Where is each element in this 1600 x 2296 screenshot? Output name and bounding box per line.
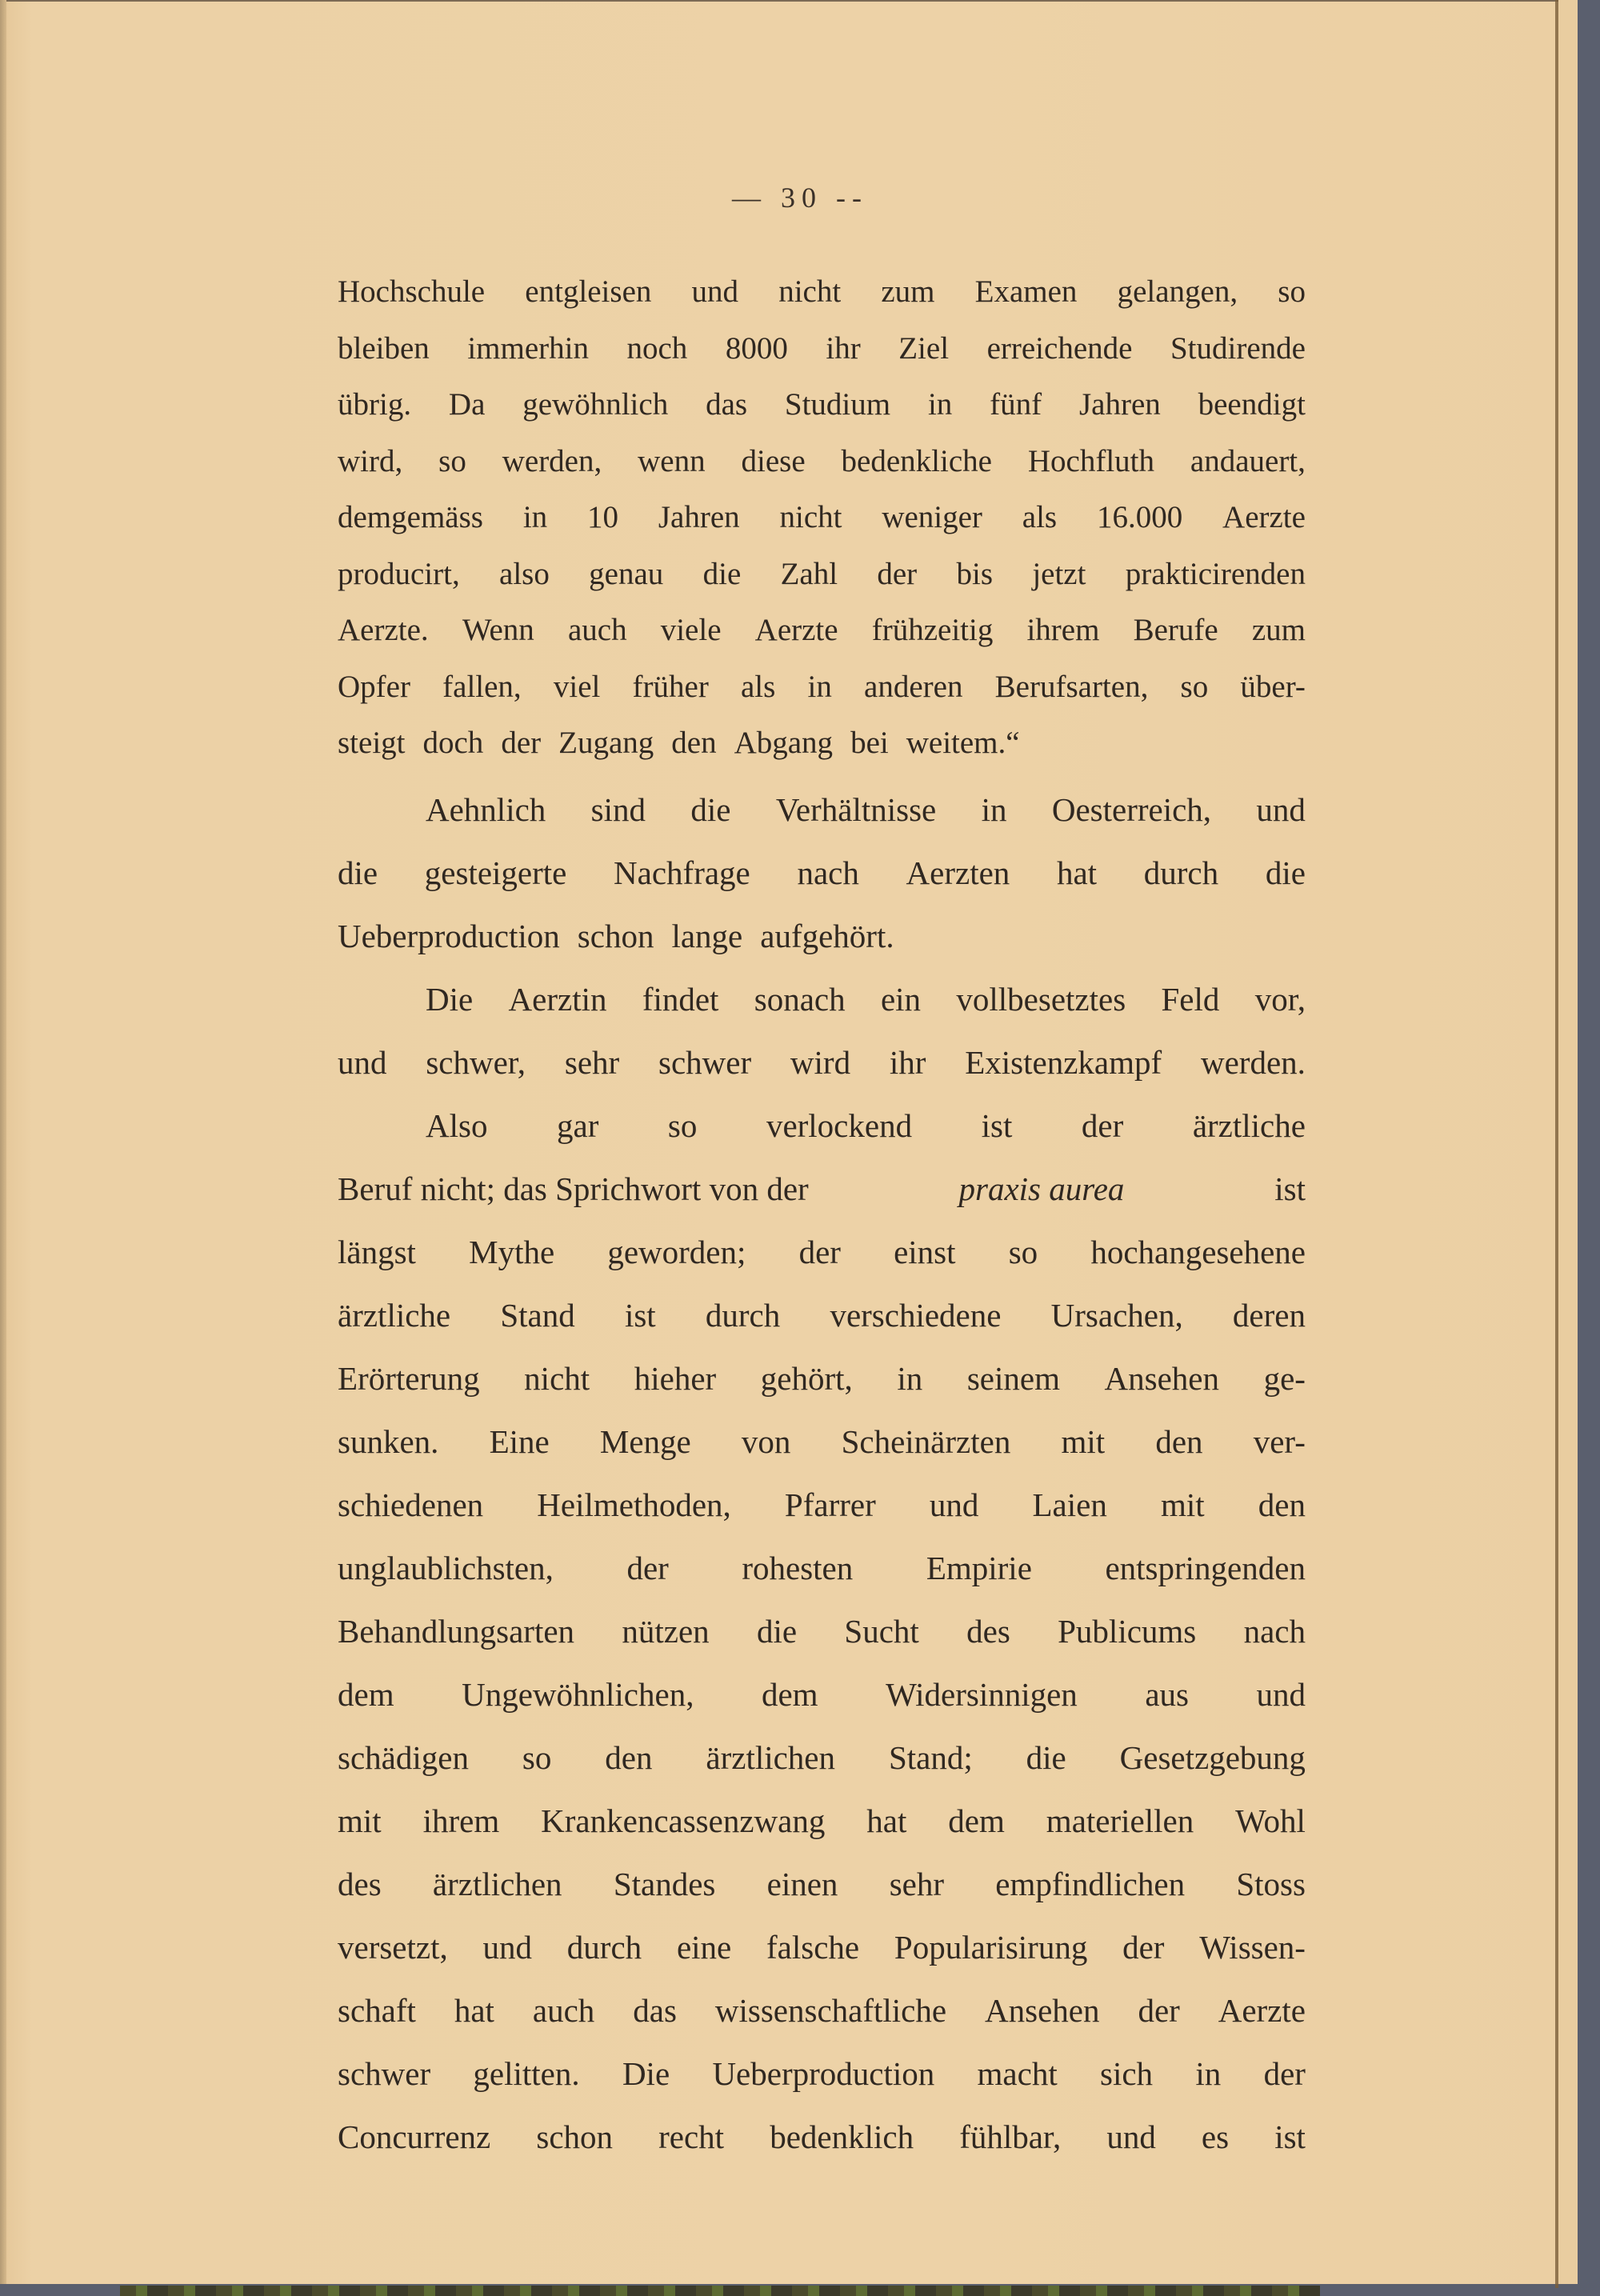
word: weniger	[882, 500, 982, 534]
word: ist	[981, 1106, 1013, 1144]
text-line	[338, 905, 1306, 968]
word: Aehnlich	[426, 790, 546, 828]
word: demgemäss	[338, 500, 483, 534]
word: Eine	[489, 1422, 550, 1460]
word: verlockend	[766, 1106, 913, 1144]
word: der	[877, 556, 918, 591]
word: so	[1008, 1233, 1038, 1270]
word: ärztlichen	[432, 1865, 562, 1902]
word: bedenkliche	[841, 443, 992, 478]
word: geworden;	[607, 1233, 746, 1270]
word: Oesterreich,	[1051, 790, 1212, 828]
word: sich	[1100, 2054, 1154, 2092]
word: als	[741, 669, 776, 704]
scan-background-strip	[120, 2286, 1320, 2296]
word: empfindlichen	[995, 1865, 1186, 1902]
word: Widersinnigen	[886, 1675, 1078, 1713]
word: es	[1201, 2118, 1230, 2155]
word: Jahren	[1078, 387, 1161, 422]
word: schon	[536, 2118, 614, 2155]
word: Hochschule	[338, 274, 486, 309]
word: wird,	[338, 443, 403, 478]
word: Concurrenz	[338, 2118, 491, 2155]
text-line	[338, 1347, 1306, 1410]
word: Ueberproduction	[338, 917, 560, 954]
word: Behandlungsarten	[338, 1612, 575, 1650]
word: wissenschaftliche	[714, 1991, 947, 2029]
text-line	[338, 377, 1306, 434]
word: aufgehört.	[760, 917, 894, 954]
word: in	[927, 387, 953, 422]
word: dem	[761, 1675, 818, 1713]
word: den	[671, 726, 717, 760]
word: hat	[1056, 854, 1098, 891]
word: Stoss	[1236, 1865, 1306, 1902]
word: viel	[553, 669, 601, 704]
text-line	[338, 778, 1306, 842]
word: schwer	[658, 1043, 752, 1081]
word: schiedenen	[338, 1486, 484, 1523]
word: als	[1022, 500, 1058, 534]
word: ihrem	[422, 1802, 500, 1839]
word: also	[499, 556, 550, 591]
word: Die	[426, 980, 474, 1018]
word: und	[1256, 790, 1306, 828]
text-line	[338, 434, 1306, 490]
word: 10	[587, 500, 618, 534]
word: die	[702, 556, 742, 591]
word: Berufe	[1133, 613, 1218, 647]
text-line	[338, 602, 1306, 659]
word: der	[1138, 1991, 1180, 2029]
word: Laien	[1032, 1486, 1107, 1523]
word: versetzt,	[338, 1928, 448, 1966]
word: beendigt	[1198, 387, 1306, 422]
word: fallen,	[442, 669, 522, 704]
paragraph-2	[338, 778, 1306, 968]
word: findet	[642, 980, 719, 1018]
next-page-sliver	[1558, 0, 1578, 2284]
word: der	[798, 1233, 841, 1270]
text-line	[338, 1031, 1306, 1094]
word: Stand;	[888, 1738, 973, 1776]
word: durch	[566, 1928, 642, 1966]
page-binding-edge	[0, 0, 6, 2284]
word: ist	[1274, 2118, 1306, 2155]
word: Heilmethoden,	[537, 1486, 731, 1523]
word: Aerzte.	[338, 613, 429, 647]
word: vollbesetztes	[956, 980, 1126, 1018]
paragraph-3	[338, 968, 1306, 1094]
word: wenn	[638, 443, 706, 478]
word: so	[438, 443, 466, 478]
word: ihr	[826, 330, 861, 366]
word: ver-	[1253, 1422, 1306, 1460]
word: bedenklich	[770, 2118, 914, 2155]
word: über-	[1240, 669, 1306, 704]
word: Existenzkampf	[965, 1043, 1162, 1081]
word: viele	[660, 613, 722, 647]
word: die	[338, 854, 378, 891]
word: jetzt	[1032, 556, 1086, 591]
text-line	[338, 1284, 1306, 1347]
paragraph-1	[338, 264, 1306, 772]
word: nicht	[778, 274, 842, 309]
word: schwer	[338, 2054, 431, 2092]
text-segment: Beruf nicht; das Sprichwort von der	[338, 1170, 809, 1207]
word: seinem	[966, 1359, 1060, 1397]
word: ihr	[889, 1043, 926, 1081]
word: Gesetzgebung	[1119, 1738, 1306, 1776]
word: anderen	[864, 669, 963, 704]
word: materiellen	[1046, 1802, 1194, 1839]
text-line	[338, 1600, 1306, 1663]
word: sunken.	[338, 1422, 439, 1460]
body-text	[338, 264, 1306, 2169]
word: den	[1155, 1422, 1203, 1460]
word: bis	[956, 556, 993, 591]
word: sind	[590, 790, 646, 828]
word: aus	[1145, 1675, 1189, 1713]
word: Standes	[613, 1865, 716, 1902]
word: fühlbar,	[959, 2118, 1062, 2155]
word: Menge	[599, 1422, 691, 1460]
word: Empirie	[926, 1549, 1032, 1586]
word: Krankencassenzwang	[541, 1802, 826, 1839]
text-line	[338, 1094, 1306, 1158]
text-line	[338, 546, 1306, 603]
word: in	[981, 790, 1007, 828]
word: auch	[532, 1991, 595, 2029]
word: der	[1122, 1928, 1165, 1966]
word: entgleisen	[525, 274, 652, 309]
word: bei	[850, 726, 889, 760]
word: in	[807, 669, 832, 704]
word: schon	[577, 917, 654, 954]
word: durch	[1143, 854, 1219, 891]
word: und	[1106, 2118, 1156, 2155]
text-line	[338, 1663, 1306, 1726]
italic-phrase: praxis aurea	[958, 1170, 1125, 1207]
word: Mythe	[469, 1233, 555, 1270]
word: Nachfrage	[614, 854, 750, 891]
text-line	[338, 1474, 1306, 1537]
word: längst	[338, 1233, 416, 1270]
word: einen	[766, 1865, 838, 1902]
word: Jahren	[658, 500, 740, 534]
text-line	[338, 1916, 1306, 1979]
word: Hochfluth	[1027, 443, 1154, 478]
word: falsche	[766, 1928, 860, 1966]
word: ärztlichen	[706, 1738, 836, 1776]
word: sehr	[564, 1043, 620, 1081]
word: hat	[454, 1991, 494, 2029]
word: Die	[622, 2054, 670, 2092]
word: ge-	[1263, 1359, 1306, 1397]
text-line	[338, 2106, 1306, 2169]
word: gehört,	[760, 1359, 853, 1397]
word: Also	[426, 1106, 488, 1144]
word: doch	[422, 726, 484, 760]
word: Popularisirung	[894, 1928, 1088, 1966]
word: Studirende	[1170, 330, 1306, 366]
word: gelangen,	[1117, 274, 1238, 309]
word: Zugang	[558, 726, 654, 760]
word: dem	[948, 1802, 1005, 1839]
word: frühzeitig	[871, 613, 994, 647]
word: ärztliche	[338, 1296, 451, 1334]
word: prakticirenden	[1125, 556, 1306, 591]
word: zum	[881, 274, 935, 309]
word: Feld	[1161, 980, 1220, 1018]
word: genau	[589, 556, 664, 591]
text-line	[338, 1410, 1306, 1474]
word: das	[706, 387, 748, 422]
word: Ungewöhnlichen,	[462, 1675, 694, 1713]
word: in	[897, 1359, 923, 1397]
word: die	[1265, 854, 1306, 891]
word: ihrem	[1026, 613, 1100, 647]
word: producirt,	[338, 556, 460, 591]
word: zum	[1251, 613, 1306, 647]
word: nach	[1243, 1612, 1306, 1650]
word: gelitten.	[473, 2054, 580, 2092]
word: rohesten	[742, 1549, 854, 1586]
text-line	[338, 1537, 1306, 1600]
word: eine	[676, 1928, 732, 1966]
word: Sucht	[844, 1612, 919, 1650]
text-segment: ist	[1274, 1170, 1306, 1207]
word: hat	[866, 1802, 907, 1839]
word: einst	[894, 1233, 956, 1270]
word: schaft	[338, 1991, 416, 2029]
text-line	[338, 1221, 1306, 1284]
word: nach	[797, 854, 859, 891]
word: und	[1256, 1675, 1306, 1713]
word: nicht	[779, 500, 842, 534]
word: deren	[1232, 1296, 1306, 1334]
word: entspringenden	[1105, 1549, 1306, 1586]
word: Verhältnisse	[775, 790, 937, 828]
word: von	[741, 1422, 791, 1460]
word: werden,	[502, 443, 602, 478]
text-line	[338, 1726, 1306, 1790]
word: bleiben	[338, 330, 430, 366]
word: hochangesehene	[1090, 1233, 1306, 1270]
word: Aerzte	[1222, 500, 1306, 534]
word: auch	[567, 613, 627, 647]
word: Opfer	[338, 669, 410, 704]
word: recht	[658, 2118, 725, 2155]
word: so	[522, 1738, 552, 1776]
word: in	[1195, 2054, 1222, 2092]
word: gewöhnlich	[522, 387, 669, 422]
text-line	[338, 1853, 1306, 1916]
text-line	[338, 1790, 1306, 1853]
word: und	[691, 274, 739, 309]
text-line	[338, 321, 1306, 378]
word: so	[1278, 274, 1306, 309]
page-number: — 30 --	[732, 182, 868, 214]
text-line	[338, 659, 1306, 716]
word: weitem.“	[906, 726, 1020, 760]
word: und	[482, 1928, 533, 1966]
text-line	[338, 264, 1306, 321]
word: Zahl	[780, 556, 838, 591]
word: Ueberproduction	[712, 2054, 935, 2092]
word: Da	[448, 387, 486, 422]
word: Ansehen	[985, 1991, 1100, 2029]
word: ein	[880, 980, 922, 1018]
word: und	[929, 1486, 979, 1523]
word: wird	[790, 1043, 851, 1081]
word: Aerzten	[906, 854, 1010, 891]
word: lange	[671, 917, 743, 954]
word: 8000	[725, 330, 788, 366]
word: Ziel	[898, 330, 950, 366]
word: steigt	[338, 726, 406, 760]
word: mit	[1160, 1486, 1205, 1523]
word: und	[338, 1043, 387, 1081]
word: in	[522, 500, 548, 534]
text-line	[338, 2042, 1306, 2106]
word: noch	[626, 330, 688, 366]
word: Stand	[500, 1296, 575, 1334]
word: macht	[977, 2054, 1058, 2092]
word: der	[1081, 1106, 1124, 1144]
text-line	[338, 490, 1306, 546]
word: ist	[624, 1296, 656, 1334]
word: immerhin	[467, 330, 589, 366]
word: schwer,	[426, 1043, 526, 1081]
text-line	[338, 968, 1306, 1031]
word: diese	[741, 443, 806, 478]
word: Ansehen	[1104, 1359, 1220, 1397]
word: andauert,	[1190, 443, 1306, 478]
word: Aerzte	[1218, 1991, 1306, 2029]
word: sonach	[754, 980, 846, 1018]
word: nicht	[524, 1359, 590, 1397]
word: gar	[557, 1106, 599, 1144]
word: nützen	[622, 1612, 710, 1650]
word: Erörterung	[338, 1359, 480, 1397]
word: erreichende	[986, 330, 1133, 366]
text-line-with-italic	[338, 1158, 1306, 1221]
text-line	[338, 1979, 1306, 2042]
word: die	[1026, 1738, 1066, 1776]
word: Studium	[784, 387, 891, 422]
word: den	[605, 1738, 653, 1776]
word: mit	[338, 1802, 382, 1839]
word: der	[501, 726, 542, 760]
word: des	[966, 1612, 1010, 1650]
word: den	[1258, 1486, 1306, 1523]
word: die	[690, 790, 731, 828]
word: Aerztin	[508, 980, 607, 1018]
word: Wohl	[1235, 1802, 1306, 1839]
word: Publicums	[1058, 1612, 1197, 1650]
word: Berufsarten,	[994, 669, 1149, 704]
text-line	[338, 842, 1306, 905]
word: so	[1180, 669, 1209, 704]
word: verschiedene	[830, 1296, 1002, 1334]
word: schädigen	[338, 1738, 469, 1776]
word: früher	[632, 669, 709, 704]
word: unglaublichsten,	[338, 1549, 554, 1586]
word: Ursachen,	[1050, 1296, 1183, 1334]
word: übrig.	[338, 387, 412, 422]
word: dem	[338, 1675, 394, 1713]
word: der	[1263, 2054, 1306, 2092]
word: 16.000	[1096, 500, 1183, 534]
word: Scheinärzten	[841, 1422, 1011, 1460]
word: vor,	[1254, 980, 1306, 1018]
paragraph-4	[338, 1094, 1306, 2169]
word: Pfarrer	[784, 1486, 876, 1523]
word: hieher	[634, 1359, 717, 1397]
word: fünf	[990, 387, 1042, 422]
word: durch	[705, 1296, 781, 1334]
word: mit	[1061, 1422, 1106, 1460]
word: Abgang	[734, 726, 834, 760]
word: der	[626, 1549, 669, 1586]
word: sehr	[889, 1865, 944, 1902]
word: so	[667, 1106, 698, 1144]
word: das	[633, 1991, 677, 2029]
text-line	[338, 715, 1306, 772]
word: ärztliche	[1192, 1106, 1306, 1144]
word: Wenn	[462, 613, 534, 647]
word: Examen	[974, 274, 1078, 309]
word: Wissen-	[1199, 1928, 1306, 1966]
word: gesteigerte	[424, 854, 567, 891]
word: die	[756, 1612, 798, 1650]
word: Aerzte	[754, 613, 838, 647]
word: des	[338, 1865, 382, 1902]
word: werden.	[1200, 1043, 1306, 1081]
